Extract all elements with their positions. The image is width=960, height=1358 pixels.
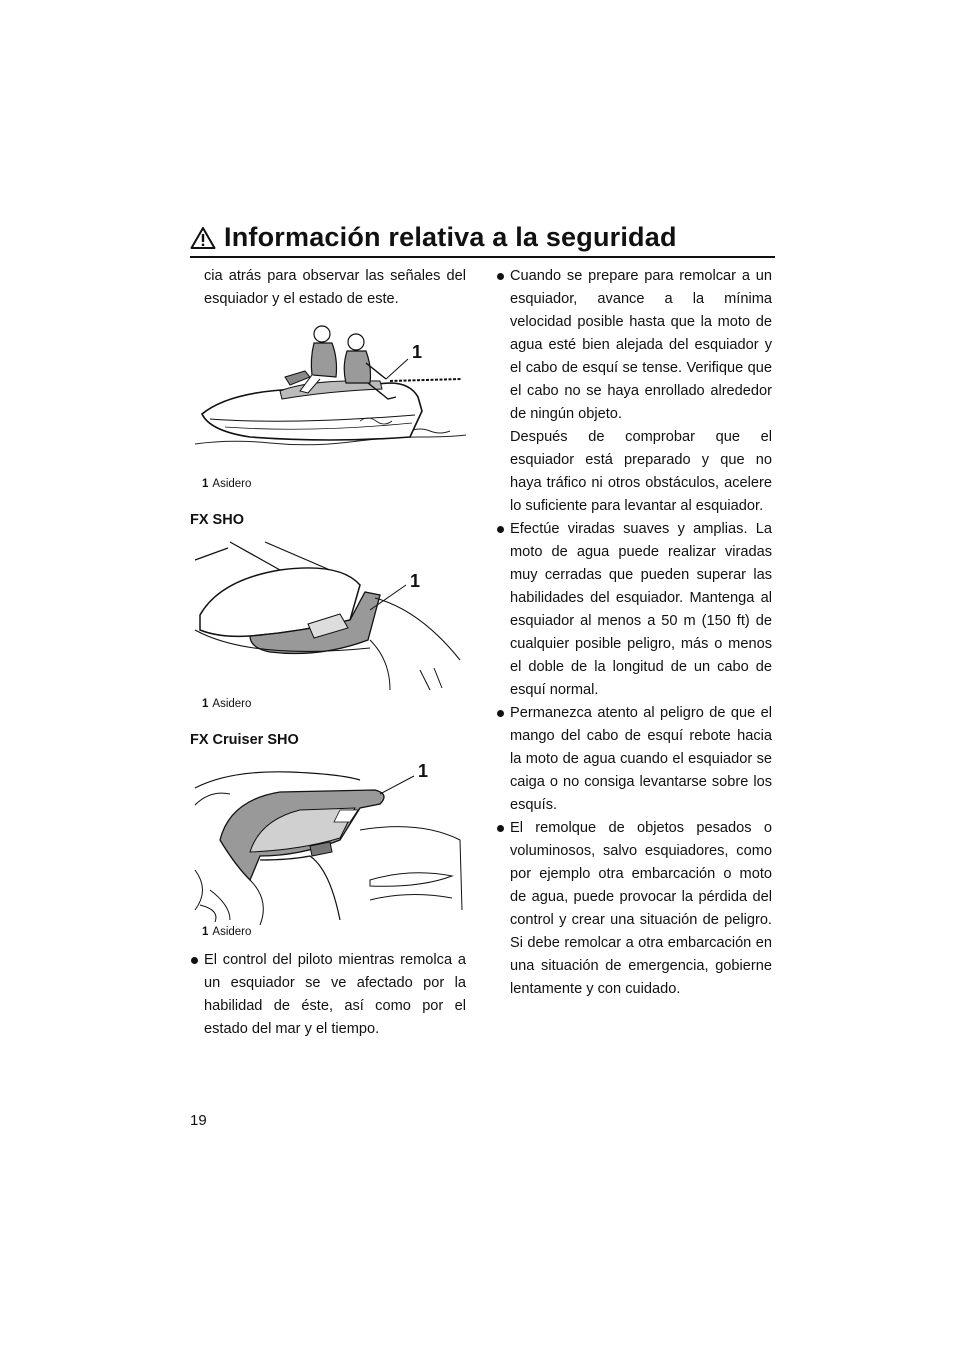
jetski-riders-illustration	[190, 319, 466, 469]
figure3-caption	[202, 925, 466, 939]
bullet-rope-handle-rebound: Permanezca atento al peligro de que el mango del cabo de esquí rebote hacia la moto de agua cuando el esquiador se caiga o no consiga levantarse sobre los esquís.	[496, 702, 772, 817]
bullet-pilot-control: El control del piloto mientras remolca a un esquiador se ve afectado por la habilidad de éste, así como por el estado del mar y el tiempo.	[190, 949, 466, 1041]
caption-text: Asidero	[212, 698, 252, 710]
bullet-prepare-tow: Cuando se prepare para remolcar a un esquiador, avance a la mínima velocidad posible hasta que la moto de agua esté bien alejada del esquiador y el cabo de esquí se tense. Verifique que el cabo no se haya enrollado alrededor de ningún objeto.	[496, 265, 772, 426]
model-label-fx-sho: FX SHO	[190, 512, 244, 528]
caption-number: 1	[202, 698, 209, 710]
bullet-heavy-objects: El remolque de objetos pesados o voluminosos, salvo esquiadores, como por ejemplo otra embarcación o moto de agua, puede provocar la pérdida del control y crear una situación de peligro. Si debe remolcar a otra embarcación en una situación de emergencia, gobierne lentamente y con cuidado.	[496, 817, 772, 1001]
page-header	[190, 222, 775, 258]
left-column	[190, 265, 466, 1041]
bullet-smooth-turns: Efectúe viradas suaves y amplias. La moto de agua puede realizar viradas muy cerradas que pueden superar las habilidades del esquiador. Mantenga al esquiador al menos a 50 m (150 ft) de cualquier posible peligro, más o menos el doble de la longitud de un cabo de esquí normal.	[496, 518, 772, 702]
bullet-prepare-tow-continued: Después de comprobar que el esquiador está preparado y que no haya tráfico ni otros obstáculos, acelere lo suficiente para levantar al esquiador.	[510, 429, 772, 514]
right-column	[496, 265, 772, 1001]
page-number: 19	[190, 1112, 207, 1129]
caption-text: Asidero	[212, 478, 252, 490]
figure2-caption	[202, 697, 466, 711]
figure-fx-sho-handle	[190, 540, 466, 711]
figure2-callout: 1	[410, 571, 421, 591]
intro-text: cia atrás para observar las señales del esquiador y el estado de este.	[204, 268, 466, 307]
page-title: Información relativa a la seguridad	[224, 222, 677, 252]
model-label-fx-cruiser-sho: FX Cruiser SHO	[190, 732, 299, 748]
figure1-caption	[202, 477, 466, 491]
figure3-callout: 1	[418, 761, 429, 781]
caption-text: Asidero	[212, 926, 252, 938]
figure1-callout: 1	[412, 342, 423, 362]
figure-fx-cruiser-sho-handle	[190, 760, 466, 939]
caption-number: 1	[202, 478, 209, 490]
warning-triangle-icon	[190, 226, 216, 250]
fx-sho-seat-handle-illustration	[190, 540, 466, 695]
figure-jetski-towing	[190, 319, 466, 491]
caption-number: 1	[202, 926, 209, 938]
fx-cruiser-sho-seat-handle-illustration	[190, 760, 466, 925]
